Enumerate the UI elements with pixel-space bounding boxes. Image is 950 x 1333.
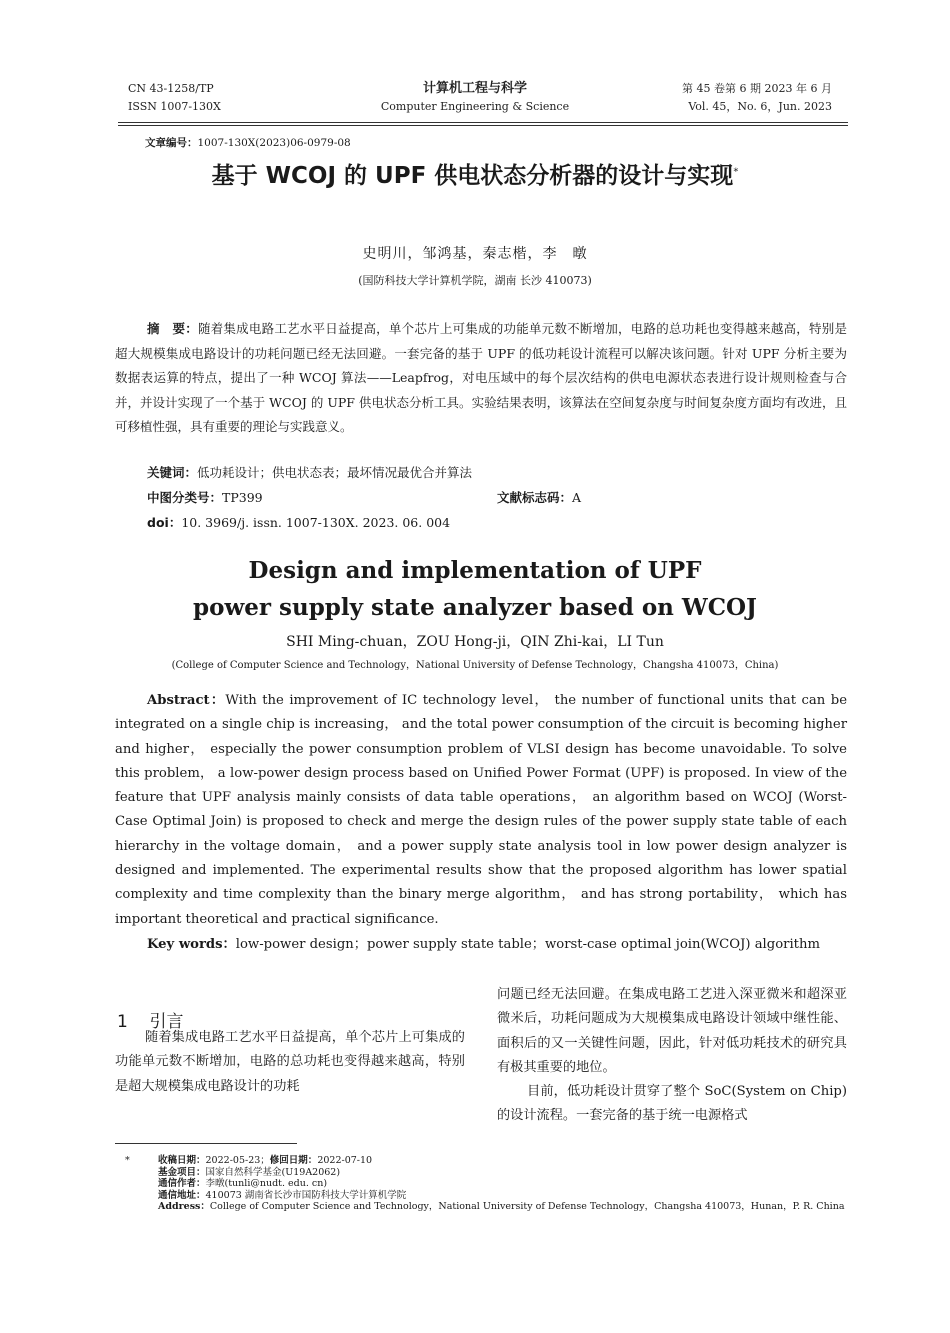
footnote-address-cn: 通信地址：410073 湖南省长沙市国防科技大学计算机学院 [158,1189,407,1201]
abstract-en-text: With the improvement of IC technology level， the number of functional units that can be integrated on a single chip is increasing， and the total power consumption of the circuit is becoming higher and higher， especially the power consumption problem of VLSI design has become unavoidable. To solve this problem， a low-power design process based on Unified Power Format (UPF) is proposed. In view of the feature that UPF analysis mainly consists of data table operations， an algorithm based on WCOJ (Worst-Case Optimal Join) is proposed to check and merge the design rules of the power supply state table of each hierarchy in the voltage domain， and a power supply state analysis tool in low power design analyzer is designed and implemented. The experimental results show that the proposed algorithm has lower spatial complexity and time complexity than the binary merge algorithm， and has strong portability， which has important theoretical and practical significance. [115,693,847,927]
paper-title-en [0,552,950,626]
issue-en: Vol. 45，No. 6，Jun. 2023 [688,100,832,113]
doi-label: doi： [147,515,182,530]
issn: ISSN 1007-130X [128,100,221,113]
section-title: 引言 [149,1012,184,1032]
doi [147,513,450,531]
intro-paragraph-left: 随着集成电路工艺水平日益提高，单个芯片上可集成的功能单元数不断增加，电路的总功耗也变得越来越高，特别是超大规模集成电路设计的功耗 [115,1030,465,1094]
article-number [145,135,351,150]
journal-name-cn: 计算机工程与科学 [422,81,527,96]
clc-label: 中图分类号： [147,490,223,505]
article-number-value: 1007-130X(2023)06-0979-08 [197,137,351,149]
title-en-line2: power supply state analyzer based on WCOJ [193,594,757,621]
footnote-dates: 收稿日期：2022-05-23；修回日期：2022-07-10 [158,1155,373,1166]
title-en-line1: Design and implementation of UPF [248,557,702,584]
footnote-address-en: Address：College of Computer Science and Technology，National University of Defense Technology，Changsha 410073，Hunan，P. R. China [158,1201,845,1213]
doc-code-label: 文献标志码： [497,490,573,505]
doc-code-value: A [572,490,582,505]
journal-header-right [682,80,832,116]
clc-number [147,488,263,506]
doi-value: 10. 3969/j. issn. 1007-130X. 2023. 06. 004 [181,515,451,530]
title-footnote-mark: * [733,166,739,178]
abstract-cn [115,317,847,440]
header-rule-top [118,122,848,123]
keywords-cn-label: 关键词： [147,465,198,480]
keywords-en-text: low-power design；power supply state table；worst-case optimal join(WCOJ) algorithm [235,937,820,952]
abstract-en-label: Abstract： [147,693,226,708]
issue-cn: 第 45 卷第 6 期 2023 年 6 月 [682,82,832,95]
intro-paragraph-right-1: 问题已经无法回避。在集成电路工艺进入深亚微米和超深亚微米后，功耗问题成为大规模集成电路设计领域中继性能、面积后的又一关键性问题，因此，针对低功耗技术的研究具有极其重要的地位。 [497,987,847,1075]
keywords-en [147,933,820,952]
abstract-cn-label: 摘 要： [147,321,198,336]
footnote-mark: * [125,1155,130,1166]
clc-value: TP399 [222,490,263,505]
footnote-corresponding: 通信作者：李暾(tunli@nudt. edu. cn) [158,1178,328,1190]
affiliation-cn: (国防科技大学计算机学院，湖南 长沙 410073) [358,274,592,287]
cn-number: CN 43-1258/TP [128,82,214,95]
title-cn-text: 基于 WCOJ 的 UPF 供电状态分析器的设计与实现 [211,163,734,189]
footnote-fund: 基金项目：国家自然科学基金(U19A2062) [158,1166,341,1178]
header-rule-bottom [118,125,848,126]
authors-en: SHI Ming-chuan，ZOU Hong-ji，QIN Zhi-kai，LI Tun [286,634,664,650]
footnote [125,1155,847,1213]
keywords-cn-text: 低功耗设计；供电状态表；最坏情况最优合并算法 [197,465,473,480]
document-code [497,488,581,506]
article-number-label: 文章编号： [145,137,198,149]
journal-name-en: Computer Engineering & Science [380,100,570,113]
affiliation-en: (College of Computer Science and Technology，National University of Defense Technology，Changsha 410073，China) [171,660,779,671]
paper-title-cn [0,157,950,190]
keywords-cn [147,463,472,481]
authors-cn: 史明川，邹鸿基，秦志楷，李 暾 [362,246,588,262]
abstract-cn-text: 随着集成电路工艺水平日益提高，单个芯片上可集成的功能单元数不断增加，电路的总功耗也变得越来越高，特别是超大规模集成电路设计的功耗问题已经无法回避。一套完备的基于 UPF 的低功耗设计流程可以解决该问题。针对 UPF 分析主要为数据表运算的特点，提出了一种 WCOJ 算法——Leapfrog，对电压域中的每个层次结构的供电电源状态表进行设计规则检查与合并，并设计实现了一个基于 WCOJ 的 UPF 供电状态分析工具。实验结果表明，该算法在空间复杂度与时间复杂度方面均有改进，且可移植性强，具有重要的理论与实践意义。 [115,321,847,434]
intro-paragraph-right-2: 目前，低功耗设计贯穿了整个 SoC(System on Chip)的设计流程。一套完备的基于统一电源格式 [497,1084,847,1124]
footnote-rule [115,1143,297,1144]
abstract-en [115,689,847,932]
keywords-en-label: Key words： [147,937,236,952]
section-number: 1 [117,1012,128,1032]
